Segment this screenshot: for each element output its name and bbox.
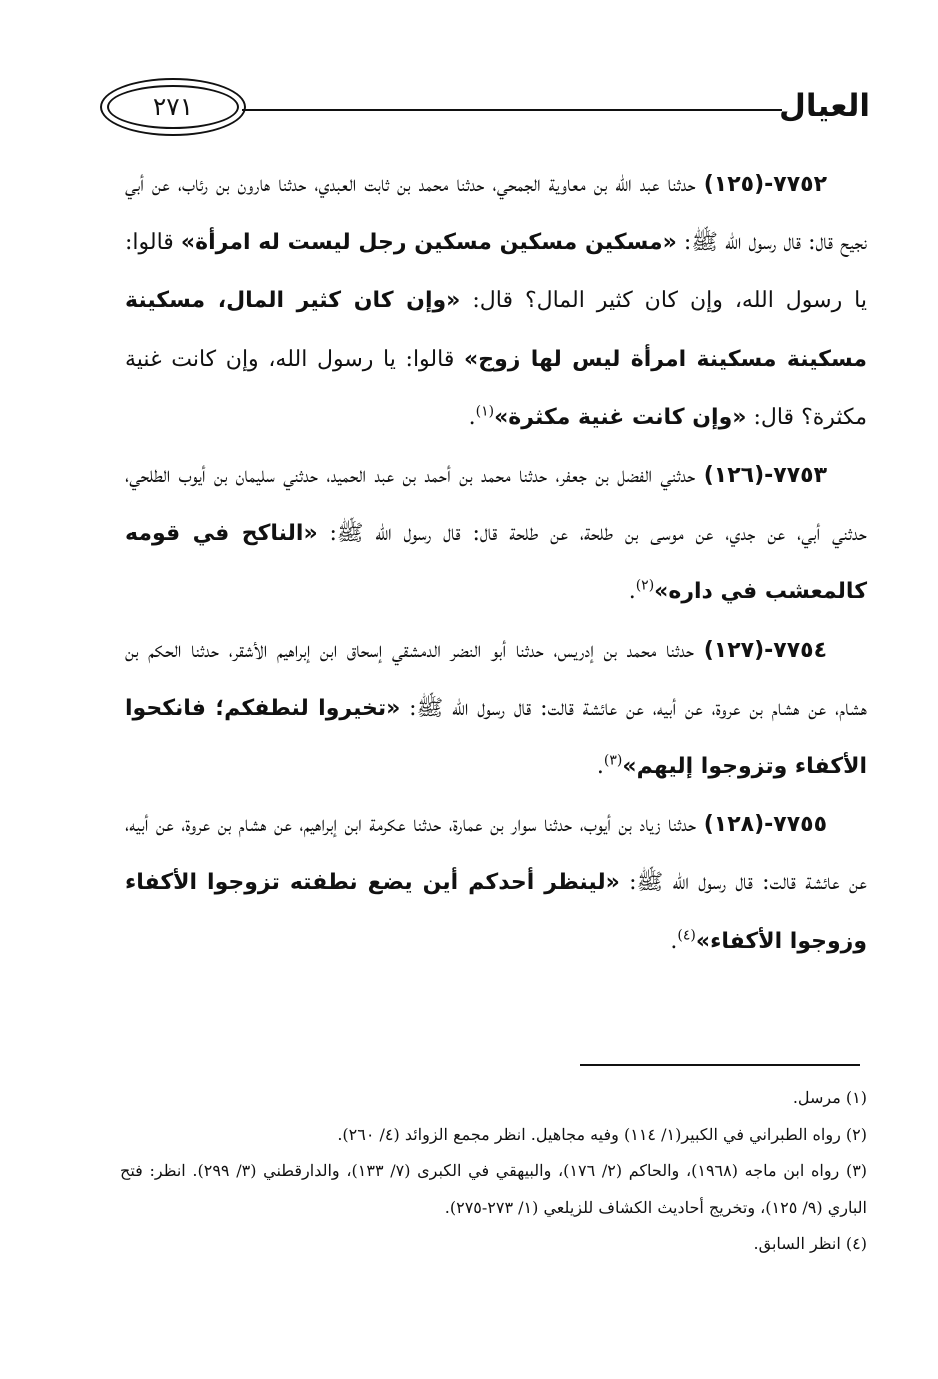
hadith-number: ٧٧٥٤-(١٢٧) <box>703 637 827 663</box>
hadith-text: قالوا: يا رسول الله، وإن كانت غنية مكثرة؟ قال: <box>125 346 867 430</box>
hadith-end: . <box>670 928 678 954</box>
hadith-end: . <box>596 754 604 780</box>
hadith-matn: «تخيروا لنطفكم؛ فانكحوا الأكفاء وتزوجوا إليهم» <box>125 695 867 780</box>
footnote-4: (٤) انظر السابق. <box>753 1234 867 1253</box>
hadith-number: ٧٧٥٣-(١٢٦) <box>703 463 827 489</box>
hadith-end: . <box>468 404 476 430</box>
footnote-ref: (٤) <box>677 927 696 944</box>
footnote-ref: (١) <box>475 403 495 420</box>
hadith-7754 <box>125 622 867 797</box>
page-header <box>100 78 870 142</box>
hadith-matn: «وإن كان كثير المال، مسكينة مسكينة مسكينة امرأة ليس لها زوج» <box>125 288 867 372</box>
hadith-7753 <box>125 447 867 622</box>
hadith-matn: «لينظر أحدكم أين يضع نطفته تزوجوا الأكفاء وزوجوا الأكفاء» <box>125 870 867 954</box>
hadith-isnad: حدثنا محمد بن إدريس، حدثنا أبو النضر الدمشقي إسحاق ابن إبراهيم الأشقر، حدثنا الحكم بن هشام، عن هشام بن عروة، عن أبيه، عن عائشة قالت: قال رسول الله ﷺ: <box>125 637 867 721</box>
hadith-number: ٧٧٥٢-(١٢٥) <box>703 172 827 197</box>
hadith-isnad: حدثنا زياد بن أيوب، حدثنا سوار بن عمارة، حدثنا عكرمة ابن إبراهيم، عن هشام بن عروة، عن أبيه، عن عائشة قالت: قال رسول الله ﷺ: <box>125 812 867 896</box>
hadith-matn: «مسكين مسكين مسكين رجل ليست له امرأة» <box>180 230 677 256</box>
hadith-text: قالوا: يا رسول الله، وإن كان كثير المال؟ قال: <box>125 230 867 314</box>
hadith-isnad: حدثنا عبد الله بن معاوية الجمحي، حدثنا محمد بن ثابت العبدي، حدثنا هارون بن رئاب، عن أبي نجيح قال: قال رسول الله ﷺ: <box>125 172 868 256</box>
hadith-7755 <box>125 796 867 971</box>
footnote-1: (١) مرسل. <box>792 1088 867 1107</box>
footnote-ref: (٢) <box>635 578 655 595</box>
hadith-7752 <box>125 156 867 447</box>
footnote-ref: (٣) <box>603 752 623 769</box>
footnote-3: (٣) رواه ابن ماجه (١٩٦٨)، والحاكم (٢/ ١٧٦)، والبيهقي في الكبرى (٧/ ١٣٣)، والدارقطني (٣/ ٢٩٩). انظر: فتح الباري (٩/ ١٢٥)، وتخريج أحاديث الكشاف للزيلعي (١/ ٢٧٣-٢٧٥). <box>120 1161 868 1217</box>
footnote-separator <box>580 1064 860 1066</box>
header-rule <box>242 109 782 111</box>
running-title: العيال <box>779 88 870 124</box>
hadith-number: ٧٧٥٥-(١٢٨) <box>703 812 827 838</box>
hadith-matn: «الناكح في قومه كالمعشب في داره» <box>125 521 867 605</box>
page-number-ornament <box>100 78 246 136</box>
hadith-isnad: حدثني الفضل بن جعفر، حدثنا محمد بن أحمد بن عبد الحميد، حدثني سليمان بن أيوب الطلحي، حدثني أبي، عن جدي، عن موسى بن طلحة، عن طلحة قال: قال رسول الله ﷺ: <box>125 463 868 547</box>
hadith-matn: «وإن كانت غنية مكثرة» <box>494 404 747 430</box>
footnotes <box>120 1080 867 1263</box>
main-text <box>125 156 867 971</box>
page-number: ٢٧١ <box>152 92 194 121</box>
footnote-2: (٢) رواه الطبراني في الكبير(١/ ١١٤) وفيه مجاهيل. انظر مجمع الزوائد (٤/ ٢٦٠). <box>337 1124 867 1144</box>
hadith-end: . <box>628 579 636 605</box>
